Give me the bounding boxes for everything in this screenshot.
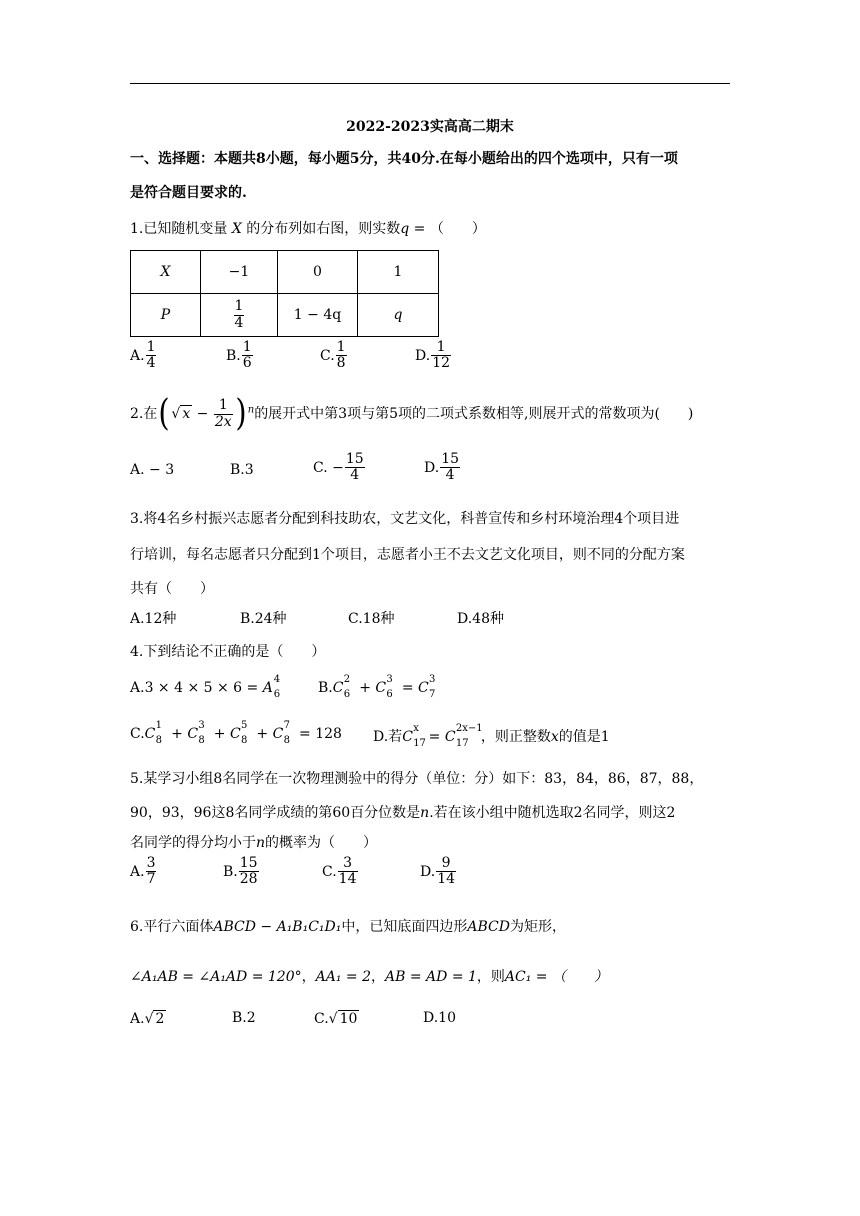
q4-option-b[interactable]: B.C 2 6 + C 3 6 = C 3 7 xyxy=(318,674,436,700)
q5-line3: 名同学的得分均小于n的概率为（ ） xyxy=(130,835,378,851)
q6-line1: 6.平行六面体ABCD − A₁B₁C₁D₁中，已知底面四边形ABCD为矩形， xyxy=(130,919,566,935)
q4-stem: 4.下到结论不正确的是（ ） xyxy=(130,644,326,660)
q3-option-c[interactable]: C.18种 xyxy=(348,611,395,627)
q4-option-a[interactable]: A.3 × 4 × 5 × 6 = A 4 6 xyxy=(130,674,281,700)
q3-option-d[interactable]: D.48种 xyxy=(457,611,504,627)
q3-option-a[interactable]: A.12种 xyxy=(130,611,177,627)
q1-option-c[interactable]: C. $\frac{1}{8}$ xyxy=(320,339,346,372)
table-cell: 1 − 4q xyxy=(278,294,358,337)
q4-option-c[interactable]: C.C 1 8 + C 3 8 + C 5 8 + C 7 8 = 128 xyxy=(130,720,342,746)
q3-line1: 3.将4名乡村振兴志愿者分配到科技助农，文艺文化，科普宣传和乡村环境治理4个项目进 xyxy=(130,511,680,527)
table-cell: q xyxy=(358,294,439,337)
q6-option-a[interactable]: A.√ 2 xyxy=(130,1011,165,1027)
q2-option-a[interactable]: A. − 3 xyxy=(130,462,175,478)
q5-line1: 5.某学习小组8名同学在一次物理测验中的得分（单位：分）如下：83，84，86，87，88， xyxy=(130,771,704,787)
q6-line2: ∠A₁AB = ∠A₁AD = 120°，AA₁ = 2，AB = AD = 1，则AC₁ = （ ） xyxy=(130,969,608,985)
page-title: 2022-2023实高高二期末 xyxy=(346,119,514,135)
table-cell: 0 xyxy=(278,251,358,294)
q6-option-c[interactable]: C.√ 10 xyxy=(314,1011,358,1027)
q2-stem: 2.在(√ x − $\frac{1}{2x}$ )$^n$的展开式中第3项与第5项的二项式系数相等,则展开式的常数项为( ) xyxy=(130,393,694,434)
section-heading-line2: 是符合题目要求的. xyxy=(130,185,247,201)
table-row xyxy=(131,251,439,294)
section-heading-line1: 一、选择题：本题共8小题，每小题5分，共40分.在每小题给出的四个选项中，只有一项 xyxy=(130,151,678,167)
table-row xyxy=(131,294,439,337)
table-cell: X xyxy=(131,251,201,294)
q2-option-c[interactable]: C. − $\frac{15}{4}$ xyxy=(313,451,364,484)
fraction: $\frac{1}{4}$ xyxy=(234,298,244,331)
q5-line2: 90，93，96这8名同学成绩的第60百分位数是n.若在该小组中随机选取2名同学，则这2 xyxy=(130,805,676,821)
q2-option-d[interactable]: D. $\frac{15}{4}$ xyxy=(424,451,460,484)
q1-option-b[interactable]: B. $\frac{1}{6}$ xyxy=(226,339,252,372)
q5-option-c[interactable]: C. $\frac{3}{14}$ xyxy=(322,855,357,888)
q3-line3: 共有（ ） xyxy=(130,581,214,597)
q6-option-d[interactable]: D.10 xyxy=(423,1010,456,1026)
q1-option-a[interactable]: A. $\frac{1}{4}$ xyxy=(130,339,156,372)
q3-line2: 行培训，每名志愿者只分配到1个项目，志愿者小王不去文艺文化项目，则不同的分配方案 xyxy=(130,547,685,563)
q6-option-b[interactable]: B.2 xyxy=(232,1010,256,1026)
table-cell: 1 xyxy=(358,251,439,294)
table-cell: −1 xyxy=(201,251,278,294)
q5-option-b[interactable]: B. $\frac{15}{28}$ xyxy=(223,855,258,888)
distribution-table xyxy=(130,250,439,337)
q5-option-a[interactable]: A. $\frac{3}{7}$ xyxy=(130,855,156,888)
table-cell xyxy=(201,294,278,337)
q5-option-d[interactable]: D. $\frac{9}{14}$ xyxy=(420,855,456,888)
q1-option-d[interactable]: D. $\frac{1}{12}$ xyxy=(415,339,451,372)
q1-stem: 1.已知随机变量 X 的分布列如右图，则实数q = （ ） xyxy=(130,221,486,237)
q3-option-b[interactable]: B.24种 xyxy=(240,611,287,627)
q4-option-d[interactable]: D.若C x 17 = C 2x−1 17 ，则正整数x的值是1 xyxy=(373,723,610,749)
header-rule xyxy=(130,83,730,84)
q2-option-b[interactable]: B.3 xyxy=(230,462,254,478)
table-cell: P xyxy=(131,294,201,337)
